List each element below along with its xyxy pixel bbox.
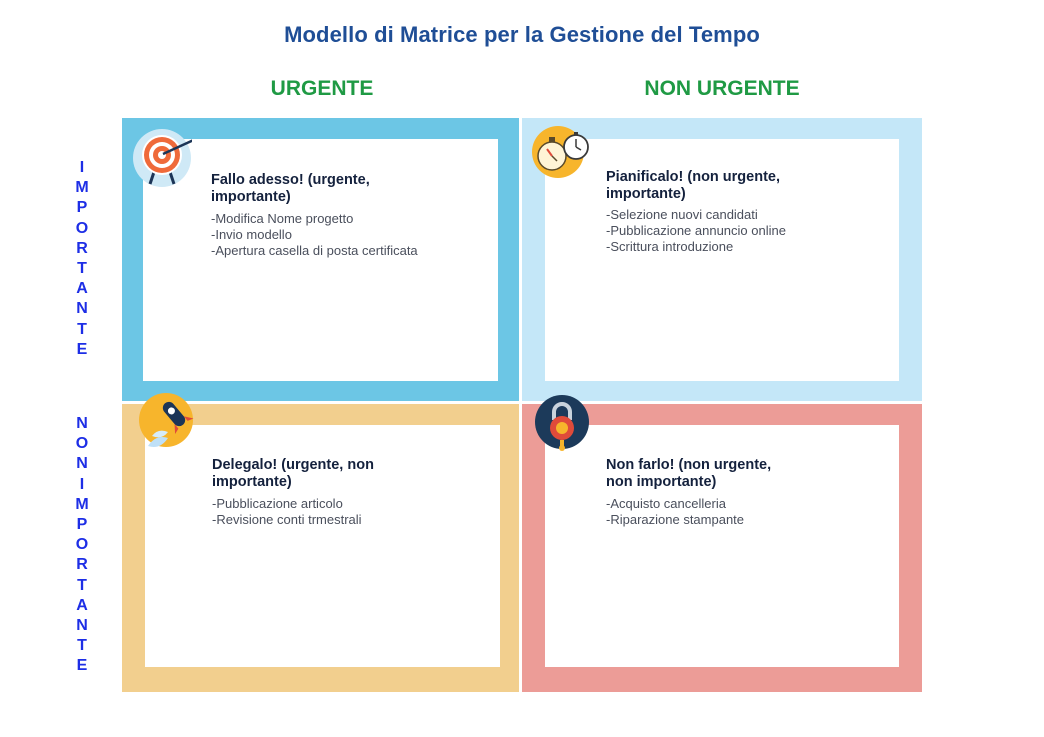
row-label-letter: T — [77, 320, 87, 338]
row-label-letter: A — [76, 596, 88, 614]
row-label-letter: N — [76, 300, 88, 318]
task-list — [212, 496, 512, 528]
column-header-not-urgent: NON URGENTE — [644, 77, 800, 100]
row-label-letter: I — [79, 159, 85, 176]
page-title: Modello di Matrice per la Gestione del Tempo — [284, 22, 760, 47]
task-item: -Riparazione stampante — [606, 511, 745, 527]
row-label-not-important — [70, 414, 94, 677]
task-item: -Acquisto cancelleria — [606, 496, 726, 511]
task-item: -Invio modello — [211, 226, 292, 242]
row-label-letter: R — [76, 239, 88, 257]
task-item: -Pubblicazione articolo — [212, 496, 343, 511]
row-label-letter: T — [77, 260, 87, 278]
row-label-letter: P — [76, 516, 88, 534]
quadrant-card — [145, 425, 500, 667]
column-header-urgent: URGENTE — [270, 77, 374, 100]
row-label-letter: E — [76, 340, 88, 358]
row-label-letter: I — [79, 475, 85, 493]
row-label-letter: T — [77, 576, 87, 594]
task-item: -Scrittura introduzione — [606, 238, 734, 254]
row-label-letter: M — [75, 495, 89, 513]
row-label-letter: O — [75, 435, 89, 453]
task-list — [211, 211, 511, 258]
row-label-letter: A — [76, 280, 88, 298]
row-label-important — [70, 158, 94, 360]
task-item: -Selezione nuovi candidati — [606, 207, 758, 222]
row-label-letter: P — [76, 199, 88, 217]
rocket-icon — [138, 392, 198, 452]
quadrant-title: Non farlo! (non urgente, non importante) — [606, 457, 772, 490]
row-label-letter: N — [76, 455, 88, 473]
row-label-letter: O — [75, 536, 89, 554]
row-label-letter: N — [76, 415, 88, 432]
task-item: -Revisione conti trmestrali — [212, 511, 362, 527]
quadrant-card — [143, 139, 498, 381]
quadrant-title: Delegalo! (urgente, non importante) — [212, 457, 374, 490]
row-label-letter: E — [76, 657, 88, 675]
target-icon — [132, 128, 192, 188]
row-label-letter: N — [76, 617, 88, 635]
quadrant-card — [545, 139, 899, 381]
task-list — [606, 207, 906, 254]
quadrant-card — [545, 425, 899, 667]
row-label-letter: T — [77, 637, 87, 655]
row-label-letter: R — [76, 556, 88, 574]
lock-icon — [532, 392, 592, 452]
task-list — [606, 496, 906, 528]
stopwatch-icon — [530, 124, 590, 184]
quadrant-title: Pianificalo! (non urgente, importante) — [606, 169, 781, 202]
task-item: -Apertura casella di posta certificata — [211, 242, 418, 258]
task-item: -Pubblicazione annuncio online — [606, 222, 786, 238]
quadrant-title: Fallo adesso! (urgente, importante) — [211, 172, 370, 205]
task-item: -Modifica Nome progetto — [211, 211, 354, 226]
row-label-letter: M — [75, 179, 89, 197]
row-label-letter: O — [75, 219, 89, 237]
